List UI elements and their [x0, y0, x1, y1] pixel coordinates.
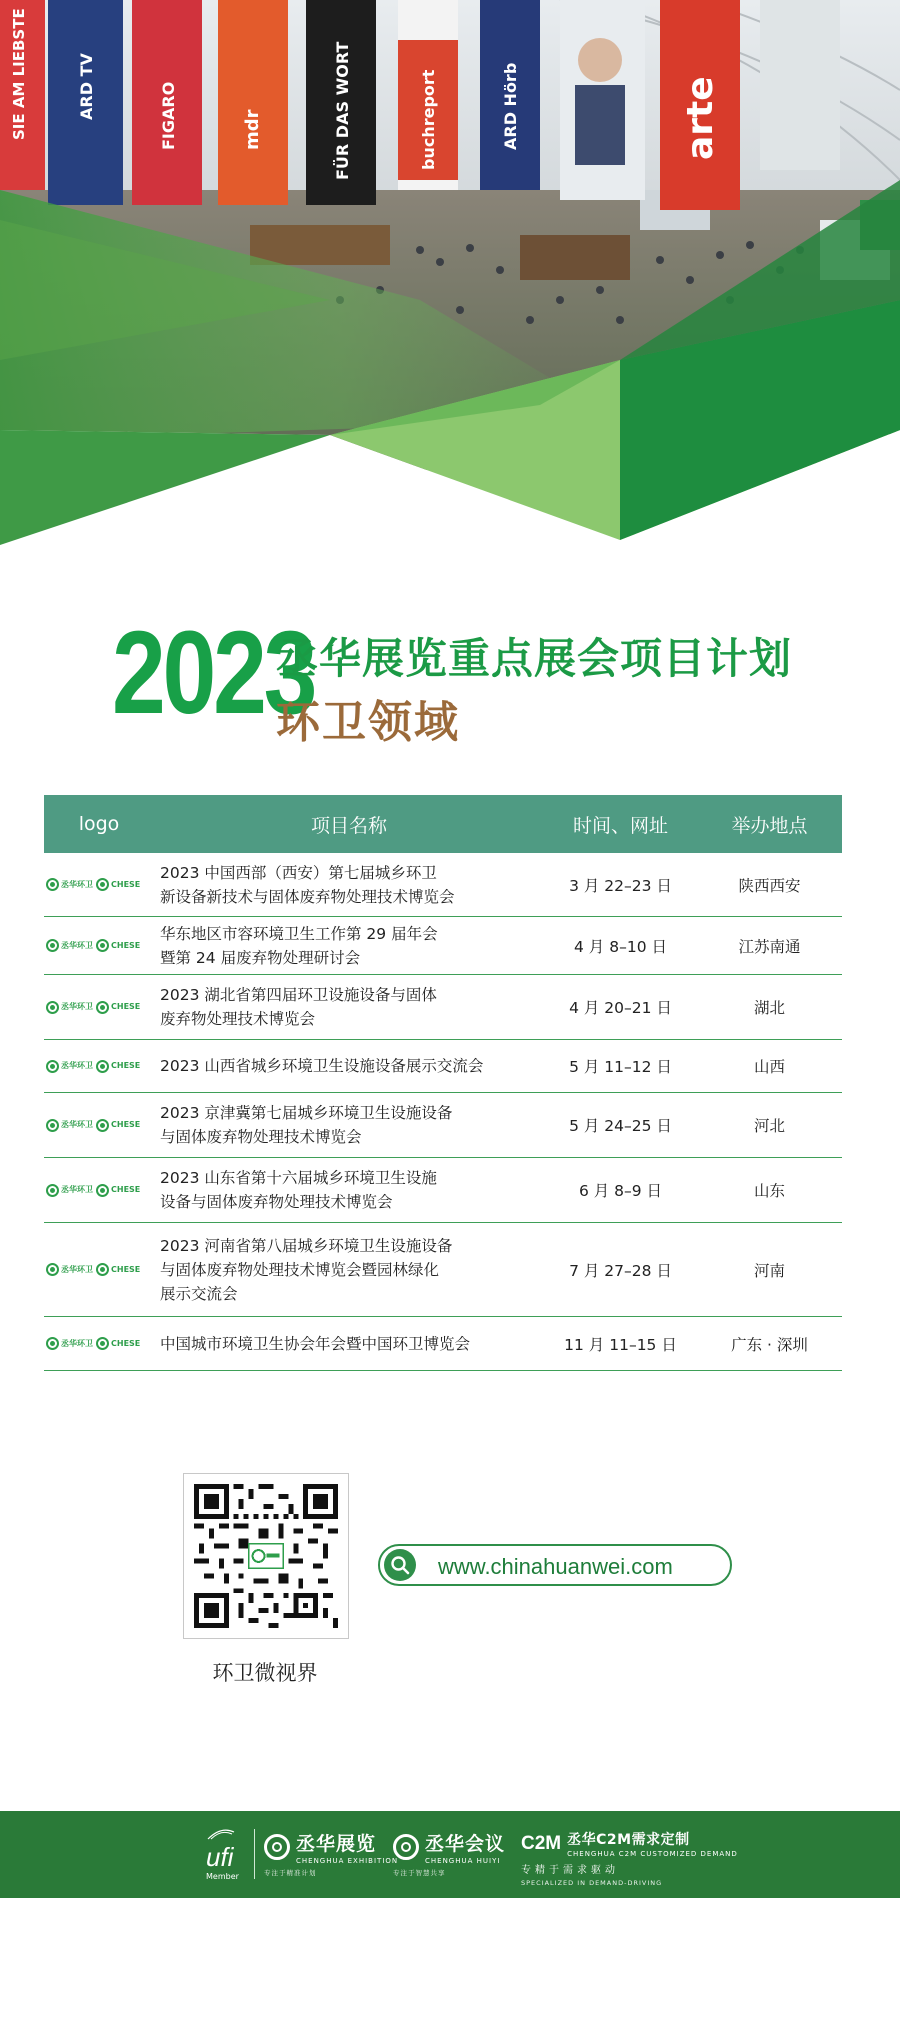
row-name: [154, 1332, 544, 1356]
row-name-line: 与固体废弃物处理技术博览会暨园林绿化: [160, 1260, 440, 1279]
logo-text-a: 丞华环卫: [61, 1061, 93, 1070]
table-row: [44, 1040, 842, 1093]
table-row: [44, 1317, 842, 1371]
logo-text-b: CHESE: [111, 1264, 141, 1274]
row-logo: [44, 1263, 154, 1276]
header-time: 时间、网址: [572, 814, 668, 837]
row-logo: [44, 878, 154, 891]
chenghua-logo: [46, 1184, 140, 1197]
website-link[interactable]: [378, 1544, 732, 1586]
row-name-line: 与固体废弃物处理技术博览会: [160, 1128, 362, 1146]
row-time: 7 月 27–28 日: [569, 1261, 672, 1280]
logo-text-b: CHESE: [111, 1185, 141, 1194]
logo-text-b: CHESE: [111, 1002, 141, 1011]
exhibition-table: [44, 795, 842, 1371]
row-name-line: 2023 湖北省第四届环卫设施设备与固体: [160, 986, 437, 1004]
row-name-line: 中国城市环境卫生协会年会暨中国环卫博览会: [160, 1334, 471, 1353]
brand2-name: 丞华会议: [425, 1833, 506, 1855]
banner-text-0: SIE AM LIEBSTE: [10, 8, 28, 140]
brand1-tag: 专注于精准计划: [264, 1869, 317, 1877]
header-logo: logo: [78, 813, 120, 835]
table-row: [44, 853, 842, 917]
table-row: [44, 917, 842, 975]
c2m-slogan-en: SPECIALIZED IN DEMAND-DRIVING: [521, 1879, 663, 1887]
banner-text-3: mdr: [242, 109, 263, 150]
row-name-line: 新设备新技术与固体废弃物处理技术博览会: [160, 887, 455, 906]
swirl-icon: [96, 1184, 109, 1197]
logo-text-b: CHESE: [111, 1061, 141, 1070]
row-place: 江苏南通: [738, 937, 801, 956]
swirl-icon: [46, 1263, 59, 1276]
swirl-icon: [96, 1119, 109, 1132]
chenghua-logo: [46, 1337, 140, 1350]
swirl-icon: [96, 939, 109, 952]
row-name-line: 2023 河南省第八届城乡环境卫生设施设备: [160, 1236, 453, 1255]
row-name: [154, 861, 544, 909]
row-name-line: 设备与固体废弃物处理技术博览会: [160, 1193, 393, 1211]
row-name-line: 废弃物处理技术博览会: [160, 1010, 316, 1028]
search-icon: [384, 1549, 416, 1581]
footer-bar: [0, 1811, 900, 1898]
chenghua-logo: [46, 939, 140, 952]
brand-c2m: [521, 1829, 738, 1887]
banner-text-1: ARD TV: [77, 53, 96, 120]
row-name: [154, 1166, 544, 1214]
swirl-icon: [96, 1001, 109, 1014]
row-logo: [44, 1119, 154, 1132]
exhibition-hall-image: [0, 0, 900, 545]
swirl-icon: [46, 1119, 59, 1132]
row-name-line: 2023 中国西部（西安）第七届城乡环卫: [160, 863, 437, 882]
row-place: 河北: [753, 1117, 785, 1135]
ufi-member-logo: [206, 1825, 256, 1881]
row-logo: [44, 1184, 154, 1197]
table-header: [44, 795, 842, 853]
row-time: 3 月 22–23 日: [569, 876, 672, 895]
ufi-word: ufi: [206, 1842, 234, 1872]
logo-text-a: 丞华环卫: [61, 940, 93, 950]
row-time: 4 月 20–21 日: [569, 999, 672, 1017]
row-time: 4 月 8–10 日: [574, 937, 667, 956]
ufi-member-text: Member: [206, 1872, 239, 1881]
swirl-icon: [96, 878, 109, 891]
chenghua-logo: [46, 1001, 140, 1014]
row-place: 湖北: [753, 999, 785, 1017]
logo-text-a: 丞华环卫: [61, 1120, 93, 1129]
title-block: [112, 607, 832, 750]
table-row: [44, 1158, 842, 1223]
row-name-line: 华东地区市容环境卫生工作第 29 届年会: [160, 924, 438, 943]
row-logo: [44, 1001, 154, 1014]
row-place: 山东: [753, 1182, 785, 1200]
website-url[interactable]: www.chinahuanwei.com: [438, 1554, 673, 1579]
row-name-line: 2023 京津冀第七届城乡环境卫生设施设备: [160, 1104, 453, 1122]
logo-text-a: 丞华环卫: [61, 1264, 93, 1274]
brand1-en: CHENGHUA EXHIBITION: [296, 1857, 399, 1865]
header-place: 举办地点: [731, 814, 808, 837]
logo-text-b: CHESE: [111, 879, 141, 889]
swirl-icon: [46, 1060, 59, 1073]
brand2-en: CHENGHUA HUIYI: [425, 1857, 501, 1865]
logo-text-b: CHESE: [111, 1120, 141, 1129]
c2m-name: 丞华C2M需求定制: [567, 1832, 690, 1848]
c2m-en: CHENGHUA C2M CUSTOMIZED DEMAND: [567, 1850, 738, 1858]
swirl-logo-icon: [264, 1834, 290, 1860]
row-time: 5 月 24–25 日: [569, 1117, 672, 1135]
header-name: 项目名称: [310, 814, 387, 837]
row-name: [154, 922, 544, 970]
brand2-tag: 专注于智慧共享: [393, 1869, 446, 1877]
row-name: [154, 1234, 544, 1306]
brand-huiyi: [393, 1829, 505, 1877]
c2m-logo-mark: C2M: [521, 1832, 562, 1854]
qr-code-icon: [194, 1484, 338, 1628]
row-name-line: 2023 山东省第十六届城乡环境卫生设施: [160, 1169, 437, 1187]
logo-text-a: 丞华环卫: [61, 1185, 93, 1194]
table-row: [44, 1093, 842, 1158]
table-row: [44, 975, 842, 1040]
banner-text-2: FIGARO: [159, 81, 178, 150]
c2m-slogan: 专精于需求驱动: [521, 1865, 619, 1876]
row-time: 11 月 11–15 日: [564, 1335, 677, 1354]
table-row: [44, 1223, 842, 1317]
swirl-icon: [96, 1060, 109, 1073]
chenghua-logo: [46, 1119, 140, 1132]
swirl-icon: [46, 1001, 59, 1014]
swirl-icon: [46, 1337, 59, 1350]
row-place: 广东 · 深圳: [731, 1335, 808, 1354]
banner-text-6: ARD Hörb: [501, 62, 520, 150]
banner-text-5: buchreport: [419, 69, 438, 170]
swirl-icon: [96, 1263, 109, 1276]
logo-text-a: 丞华环卫: [61, 1338, 93, 1348]
title-main: 丞华展览重点展会项目计划: [276, 634, 793, 683]
swirl-icon: [46, 939, 59, 952]
ufi-arc-icon: [206, 1828, 236, 1840]
row-name: [154, 1101, 544, 1149]
row-logo: [44, 939, 154, 952]
logo-text-b: CHESE: [111, 1338, 141, 1348]
logo-text-a: 丞华环卫: [61, 879, 93, 889]
row-name: [154, 1054, 544, 1078]
chenghua-logo: [46, 1263, 140, 1276]
chenghua-logo: [46, 878, 140, 891]
row-time: 5 月 11–12 日: [569, 1058, 672, 1076]
logo-text-a: 丞华环卫: [61, 1002, 93, 1011]
swirl-icon: [46, 1184, 59, 1197]
chenghua-logo: [46, 1060, 140, 1073]
brand1-name: 丞华展览: [296, 1833, 377, 1855]
row-time: 6 月 8–9 日: [578, 1182, 663, 1200]
qr-caption: 环卫微视界: [212, 1661, 318, 1685]
banner-text-7: arte: [680, 76, 721, 160]
row-place: 山西: [753, 1058, 785, 1076]
row-name-line: 展示交流会: [160, 1284, 238, 1303]
swirl-icon: [96, 1337, 109, 1350]
title-year: 2023: [112, 607, 315, 739]
logo-text-b: CHESE: [111, 940, 141, 950]
hero-banner: [0, 0, 900, 545]
footer-divider: [254, 1829, 255, 1879]
row-logo: [44, 1337, 154, 1350]
swirl-logo-icon: [393, 1834, 419, 1860]
banner-text-4: FÜR DAS WORT: [333, 41, 352, 180]
row-name: [154, 983, 544, 1031]
title-sub: 环卫领域: [276, 697, 460, 748]
qr-code[interactable]: [183, 1473, 349, 1639]
swirl-icon: [46, 878, 59, 891]
row-place: 河南: [753, 1261, 785, 1280]
row-name-line: 2023 山西省城乡环境卫生设施设备展示交流会: [160, 1057, 484, 1075]
brand-exhibition: [264, 1829, 398, 1877]
row-logo: [44, 1060, 154, 1073]
row-place: 陕西西安: [738, 876, 801, 895]
row-name-line: 暨第 24 届废弃物处理研讨会: [160, 948, 361, 967]
